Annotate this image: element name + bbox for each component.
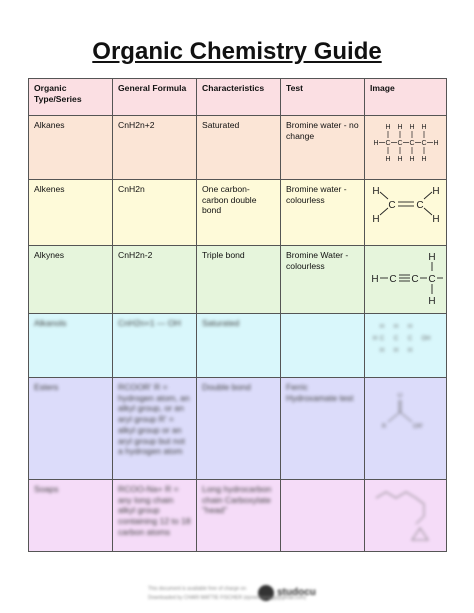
soap-structure-diagram: [370, 484, 436, 544]
table-row: [29, 116, 447, 180]
svg-text:C: C: [393, 336, 399, 342]
cell-characteristics: Triple bond: [197, 246, 281, 314]
cell-image: [365, 480, 447, 552]
header-formula: General Formula: [113, 79, 197, 116]
svg-text:C: C: [389, 274, 397, 285]
propyne-structure-diagram: [370, 250, 444, 306]
svg-text:H: H: [409, 124, 415, 131]
svg-text:H: H: [432, 186, 440, 197]
cell-image: [365, 378, 447, 480]
cell-formula: RCOO-Na+ R = any long chain alkyl group containing 12 to 18 carbon atoms: [113, 480, 197, 552]
cell-characteristics: Saturated: [197, 314, 281, 378]
chemistry-table: [28, 78, 447, 552]
svg-text:H: H: [385, 156, 391, 163]
svg-text:H: H: [407, 348, 413, 354]
header-type: Organic Type/Series: [29, 79, 113, 116]
footer-line1: This document is available free of charge on: [148, 586, 247, 592]
table-row: [29, 246, 447, 314]
svg-text:OR': OR': [412, 424, 424, 430]
svg-text:H: H: [385, 124, 391, 131]
cell-test: Bromine water - no change: [281, 116, 365, 180]
header-image: Image: [365, 79, 447, 116]
svg-text:R: R: [381, 424, 387, 430]
cell-type: Alkynes: [29, 246, 113, 314]
cell-formula: CnH2n-2: [113, 246, 197, 314]
page-title: Organic Chemistry Guide: [92, 38, 382, 65]
svg-text:H: H: [393, 324, 399, 330]
svg-text:C: C: [421, 140, 427, 147]
svg-text:C: C: [385, 140, 391, 147]
table-header-row: [29, 79, 447, 116]
svg-text:H: H: [428, 296, 436, 306]
svg-text:C: C: [428, 274, 436, 285]
cell-type: Alkenes: [29, 180, 113, 246]
svg-text:H: H: [428, 252, 436, 263]
cell-characteristics: Double bond: [197, 378, 281, 480]
svg-text:H: H: [393, 348, 399, 354]
cell-characteristics: One carbon-carbon double bond: [197, 180, 281, 246]
cell-image: [365, 180, 447, 246]
cell-type: Esters: [29, 378, 113, 480]
cell-formula: RCOOR' R = hydrogen atom, an alkyl group, or an aryl group R' = alkyl group or an aryl group but not a hydrogen atom: [113, 378, 197, 480]
header-characteristics: Characteristics: [197, 79, 281, 116]
footer-line2: Downloaded by CHARI MATTIE FISCHER (ejonechanggg@gmail.com): [148, 595, 307, 601]
svg-text:H: H: [373, 140, 379, 147]
svg-text:C: C: [397, 140, 403, 147]
cell-image: [365, 314, 447, 378]
svg-text:C: C: [416, 200, 424, 211]
watermark-footer: [0, 583, 474, 609]
svg-text:H: H: [407, 324, 413, 330]
svg-text:C: C: [388, 200, 396, 211]
cell-image: [365, 116, 447, 180]
cell-test: Bromine water - colourless: [281, 180, 365, 246]
cell-image: [365, 246, 447, 314]
cell-test: Bromine Water - colourless: [281, 246, 365, 314]
table-row: [29, 378, 447, 480]
cell-characteristics: Saturated: [197, 116, 281, 180]
svg-text:H: H: [379, 324, 385, 330]
cell-test: [281, 314, 365, 378]
footer-brand: studocu: [277, 587, 316, 598]
svg-text:C: C: [411, 274, 419, 285]
table-row: [29, 314, 447, 378]
butane-structure-diagram: [370, 120, 440, 166]
svg-text:H: H: [409, 156, 415, 163]
alkanol-structure-diagram: [370, 318, 436, 358]
svg-text:H: H: [371, 274, 379, 285]
cell-test: [281, 480, 365, 552]
table-row: [29, 180, 447, 246]
svg-text:H: H: [432, 214, 440, 224]
ester-structure-diagram: [370, 382, 436, 442]
cell-formula: CnH2n+2: [113, 116, 197, 180]
cell-formula: CnH2n: [113, 180, 197, 246]
cell-characteristics: Long hydrocarbon chain Carboxylate "head": [197, 480, 281, 552]
cell-test: Ferric Hydroxamate test: [281, 378, 365, 480]
cell-type: Alkanols: [29, 314, 113, 378]
svg-text:OH: OH: [421, 336, 431, 342]
svg-text:H: H: [379, 348, 385, 354]
cell-formula: CnH2n+1 — OH: [113, 314, 197, 378]
ethene-structure-diagram: [370, 184, 442, 224]
svg-text:H: H: [372, 336, 378, 342]
svg-text:H: H: [397, 124, 403, 131]
svg-text:C: C: [409, 140, 415, 147]
svg-text:H: H: [421, 124, 427, 131]
cell-type: Soaps: [29, 480, 113, 552]
svg-text:C: C: [407, 336, 413, 342]
svg-text:H: H: [372, 186, 380, 197]
header-test: Test: [281, 79, 365, 116]
table-row: [29, 480, 447, 552]
svg-text:H: H: [421, 156, 427, 163]
cell-type: Alkanes: [29, 116, 113, 180]
svg-text:H: H: [372, 214, 380, 224]
svg-text:H: H: [433, 140, 439, 147]
svg-text:O: O: [397, 393, 403, 399]
svg-text:H: H: [397, 156, 403, 163]
svg-text:C: C: [379, 336, 385, 342]
